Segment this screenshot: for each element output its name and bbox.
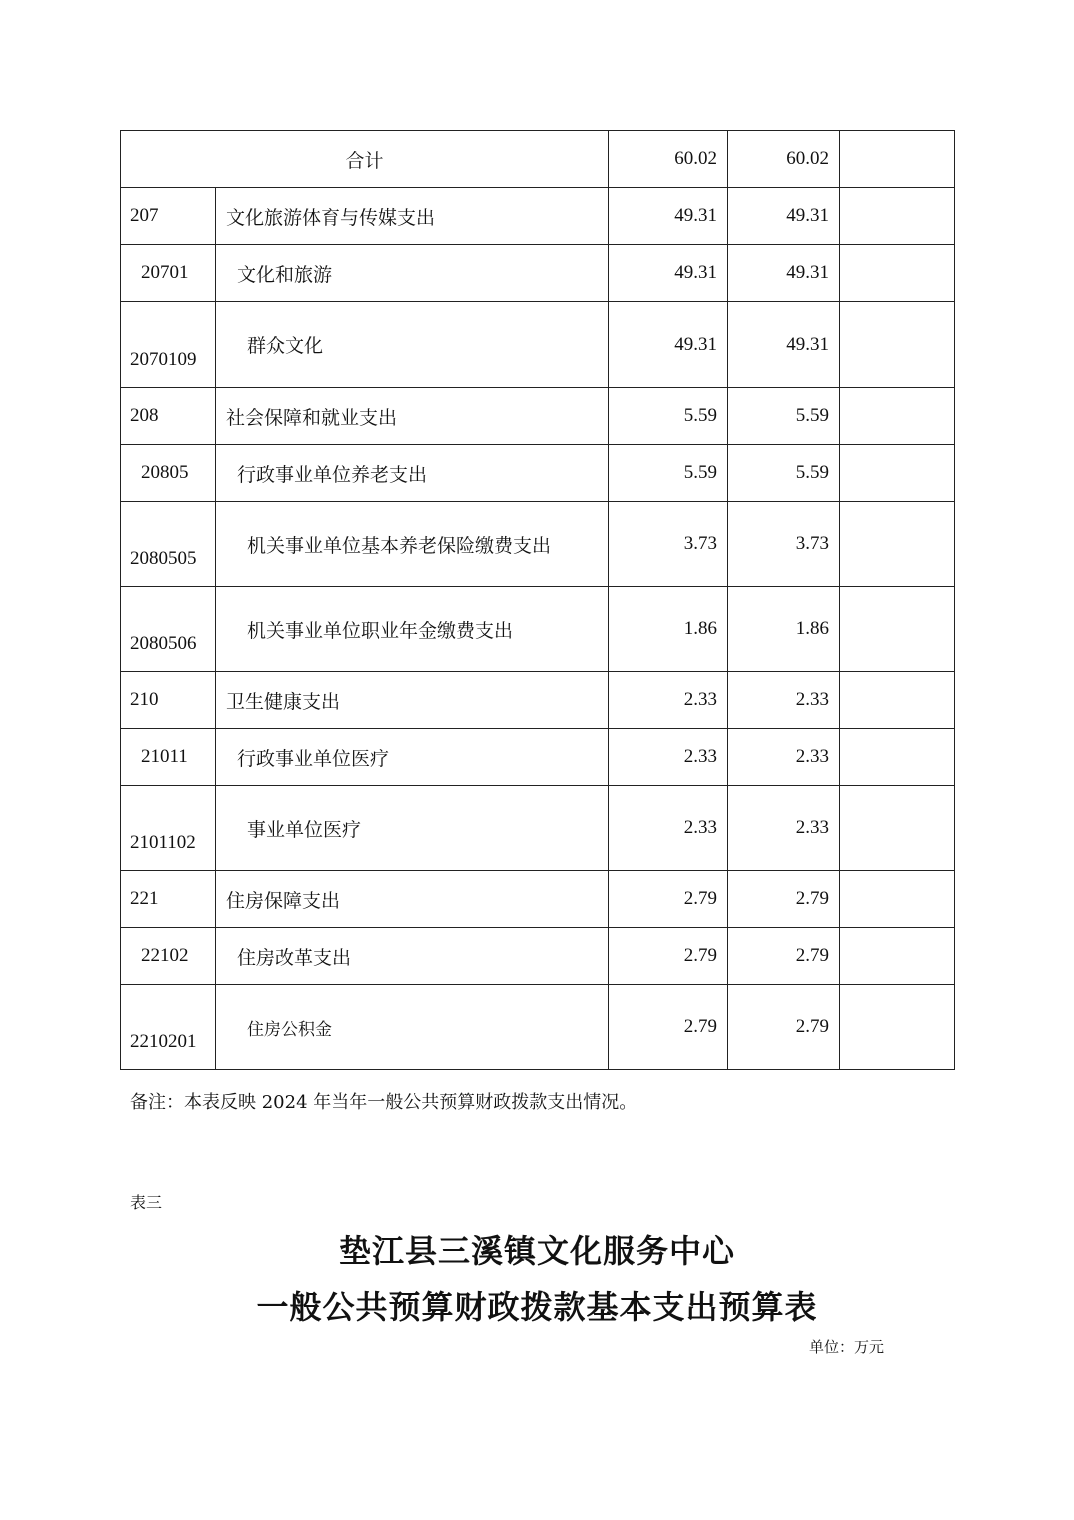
table-row — [121, 445, 955, 502]
row-name: 文化旅游体育与传媒支出 — [216, 188, 609, 245]
total-col2: 60.02 — [728, 131, 840, 188]
row-code: 221 — [121, 871, 216, 928]
row-name: 群众文化 — [216, 302, 609, 388]
table-row — [121, 502, 955, 587]
row-col3 — [840, 871, 955, 928]
row-name: 行政事业单位医疗 — [216, 729, 609, 786]
row-col3 — [840, 985, 955, 1070]
row-col2: 1.86 — [728, 587, 840, 672]
table-row — [121, 729, 955, 786]
row-col3 — [840, 672, 955, 729]
table-row — [121, 245, 955, 302]
row-name: 机关事业单位职业年金缴费支出 — [216, 587, 609, 672]
table-row — [121, 188, 955, 245]
row-code: 2080505 — [121, 502, 216, 587]
row-code: 21011 — [121, 729, 216, 786]
row-col3 — [840, 928, 955, 985]
table-row — [121, 786, 955, 871]
row-code: 20805 — [121, 445, 216, 502]
total-col1: 60.02 — [609, 131, 728, 188]
row-col3 — [840, 188, 955, 245]
row-col2: 2.33 — [728, 786, 840, 871]
row-col1: 2.79 — [609, 871, 728, 928]
row-col1: 3.73 — [609, 502, 728, 587]
row-code: 207 — [121, 188, 216, 245]
row-col3 — [840, 587, 955, 672]
row-col1: 2.33 — [609, 786, 728, 871]
row-col2: 2.79 — [728, 928, 840, 985]
table-row — [121, 672, 955, 729]
row-name: 社会保障和就业支出 — [216, 388, 609, 445]
document-title-line2: 一般公共预算财政拨款基本支出预算表 — [256, 1288, 818, 1326]
row-col3 — [840, 302, 955, 388]
row-col1: 1.86 — [609, 587, 728, 672]
table-note: 备注：本表反映 2024 年当年一般公共预算财政拨款支出情况。 — [130, 1092, 638, 1113]
table-row — [121, 587, 955, 672]
row-col2: 49.31 — [728, 188, 840, 245]
row-code: 22102 — [121, 928, 216, 985]
row-name: 行政事业单位养老支出 — [216, 445, 609, 502]
row-name: 机关事业单位基本养老保险缴费支出 — [216, 502, 609, 587]
total-row — [121, 131, 955, 188]
row-col1: 5.59 — [609, 445, 728, 502]
row-name: 住房公积金 — [216, 985, 609, 1070]
table-row — [121, 985, 955, 1070]
row-col1: 2.33 — [609, 672, 728, 729]
row-col2: 2.33 — [728, 729, 840, 786]
table-row — [121, 928, 955, 985]
row-code: 208 — [121, 388, 216, 445]
row-col1: 5.59 — [609, 388, 728, 445]
row-col3 — [840, 786, 955, 871]
row-col3 — [840, 245, 955, 302]
row-col2: 2.79 — [728, 871, 840, 928]
row-col3 — [840, 502, 955, 587]
row-col1: 2.79 — [609, 985, 728, 1070]
row-col3 — [840, 388, 955, 445]
row-col2: 5.59 — [728, 445, 840, 502]
row-col1: 49.31 — [609, 302, 728, 388]
table-row — [121, 388, 955, 445]
row-code: 2101102 — [121, 786, 216, 871]
row-col2: 49.31 — [728, 245, 840, 302]
table-row — [121, 871, 955, 928]
row-col1: 2.79 — [609, 928, 728, 985]
row-col2: 3.73 — [728, 502, 840, 587]
row-col1: 49.31 — [609, 188, 728, 245]
row-name: 事业单位医疗 — [216, 786, 609, 871]
row-name: 文化和旅游 — [216, 245, 609, 302]
total-label: 合计 — [121, 131, 609, 188]
table-number-label: 表三 — [130, 1193, 163, 1212]
row-name: 卫生健康支出 — [216, 672, 609, 729]
row-code: 2210201 — [121, 985, 216, 1070]
document-title-line1: 垫江县三溪镇文化服务中心 — [338, 1232, 735, 1270]
row-col3 — [840, 729, 955, 786]
row-col3 — [840, 445, 955, 502]
row-code: 210 — [121, 672, 216, 729]
row-name: 住房改革支出 — [216, 928, 609, 985]
row-code: 2070109 — [121, 302, 216, 388]
table-row — [121, 302, 955, 388]
row-code: 20701 — [121, 245, 216, 302]
budget-table — [120, 130, 955, 1070]
total-col3 — [840, 131, 955, 188]
row-code: 2080506 — [121, 587, 216, 672]
row-col2: 2.79 — [728, 985, 840, 1070]
row-col2: 2.33 — [728, 672, 840, 729]
row-col2: 5.59 — [728, 388, 840, 445]
row-col2: 49.31 — [728, 302, 840, 388]
row-col1: 49.31 — [609, 245, 728, 302]
row-col1: 2.33 — [609, 729, 728, 786]
row-name: 住房保障支出 — [216, 871, 609, 928]
unit-label: 单位：万元 — [808, 1338, 884, 1356]
